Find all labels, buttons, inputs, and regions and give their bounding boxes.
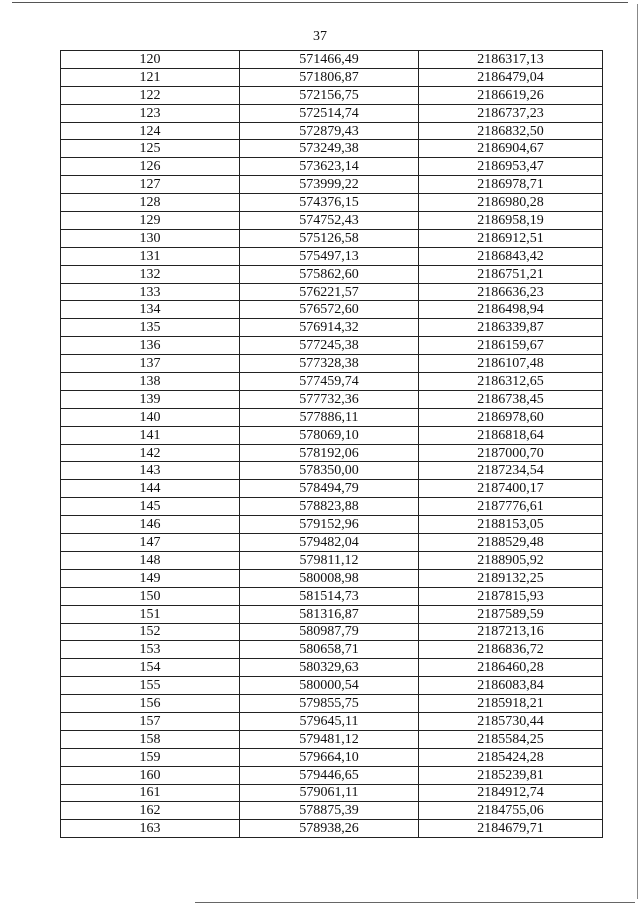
table-row bbox=[61, 390, 603, 408]
page-edge-right bbox=[637, 4, 638, 899]
table-row bbox=[61, 319, 603, 337]
table-row bbox=[61, 283, 603, 301]
x-coordinate-cell: 578875,39 bbox=[240, 802, 419, 820]
point-number-cell: 124 bbox=[61, 122, 240, 140]
point-number-cell: 137 bbox=[61, 355, 240, 373]
table-row bbox=[61, 695, 603, 713]
x-coordinate-cell: 579811,12 bbox=[240, 551, 419, 569]
y-coordinate-cell: 2186958,19 bbox=[419, 212, 603, 230]
y-coordinate-cell: 2186738,45 bbox=[419, 390, 603, 408]
y-coordinate-cell: 2186460,28 bbox=[419, 659, 603, 677]
y-coordinate-cell: 2184755,06 bbox=[419, 802, 603, 820]
x-coordinate-cell: 577886,11 bbox=[240, 408, 419, 426]
x-coordinate-cell: 572879,43 bbox=[240, 122, 419, 140]
y-coordinate-cell: 2186832,50 bbox=[419, 122, 603, 140]
point-number-cell: 123 bbox=[61, 104, 240, 122]
x-coordinate-cell: 580658,71 bbox=[240, 641, 419, 659]
x-coordinate-cell: 581316,87 bbox=[240, 605, 419, 623]
x-coordinate-cell: 579855,75 bbox=[240, 695, 419, 713]
table-row bbox=[61, 766, 603, 784]
point-number-cell: 147 bbox=[61, 534, 240, 552]
coordinates-table-body bbox=[61, 51, 603, 838]
x-coordinate-cell: 577732,36 bbox=[240, 390, 419, 408]
point-number-cell: 120 bbox=[61, 51, 240, 69]
y-coordinate-cell: 2187234,54 bbox=[419, 462, 603, 480]
table-row bbox=[61, 408, 603, 426]
y-coordinate-cell: 2187400,17 bbox=[419, 480, 603, 498]
x-coordinate-cell: 578823,88 bbox=[240, 498, 419, 516]
table-row bbox=[61, 176, 603, 194]
y-coordinate-cell: 2187213,16 bbox=[419, 623, 603, 641]
x-coordinate-cell: 577459,74 bbox=[240, 373, 419, 391]
point-number-cell: 136 bbox=[61, 337, 240, 355]
y-coordinate-cell: 2186339,87 bbox=[419, 319, 603, 337]
point-number-cell: 159 bbox=[61, 748, 240, 766]
y-coordinate-cell: 2187815,93 bbox=[419, 587, 603, 605]
x-coordinate-cell: 574752,43 bbox=[240, 212, 419, 230]
y-coordinate-cell: 2186836,72 bbox=[419, 641, 603, 659]
point-number-cell: 153 bbox=[61, 641, 240, 659]
x-coordinate-cell: 579446,65 bbox=[240, 766, 419, 784]
y-coordinate-cell: 2186978,60 bbox=[419, 408, 603, 426]
table-row bbox=[61, 462, 603, 480]
y-coordinate-cell: 2186636,23 bbox=[419, 283, 603, 301]
table-row bbox=[61, 140, 603, 158]
point-number-cell: 154 bbox=[61, 659, 240, 677]
point-number-cell: 155 bbox=[61, 677, 240, 695]
x-coordinate-cell: 576221,57 bbox=[240, 283, 419, 301]
y-coordinate-cell: 2186312,65 bbox=[419, 373, 603, 391]
point-number-cell: 121 bbox=[61, 68, 240, 86]
point-number-cell: 157 bbox=[61, 712, 240, 730]
y-coordinate-cell: 2186737,23 bbox=[419, 104, 603, 122]
point-number-cell: 128 bbox=[61, 194, 240, 212]
page-edge-bottom bbox=[195, 902, 635, 903]
point-number-cell: 135 bbox=[61, 319, 240, 337]
table-row bbox=[61, 301, 603, 319]
point-number-cell: 129 bbox=[61, 212, 240, 230]
y-coordinate-cell: 2187589,59 bbox=[419, 605, 603, 623]
y-coordinate-cell: 2185730,44 bbox=[419, 712, 603, 730]
y-coordinate-cell: 2186619,26 bbox=[419, 86, 603, 104]
x-coordinate-cell: 572156,75 bbox=[240, 86, 419, 104]
y-coordinate-cell: 2186317,13 bbox=[419, 51, 603, 69]
y-coordinate-cell: 2185584,25 bbox=[419, 730, 603, 748]
point-number-cell: 142 bbox=[61, 444, 240, 462]
table-row bbox=[61, 551, 603, 569]
point-number-cell: 138 bbox=[61, 373, 240, 391]
y-coordinate-cell: 2188905,92 bbox=[419, 551, 603, 569]
x-coordinate-cell: 573623,14 bbox=[240, 158, 419, 176]
table-row bbox=[61, 355, 603, 373]
y-coordinate-cell: 2186479,04 bbox=[419, 68, 603, 86]
table-row bbox=[61, 605, 603, 623]
point-number-cell: 122 bbox=[61, 86, 240, 104]
x-coordinate-cell: 573999,22 bbox=[240, 176, 419, 194]
point-number-cell: 161 bbox=[61, 784, 240, 802]
x-coordinate-cell: 578938,26 bbox=[240, 820, 419, 838]
x-coordinate-cell: 580987,79 bbox=[240, 623, 419, 641]
table-row bbox=[61, 677, 603, 695]
table-row bbox=[61, 426, 603, 444]
x-coordinate-cell: 579061,11 bbox=[240, 784, 419, 802]
x-coordinate-cell: 572514,74 bbox=[240, 104, 419, 122]
x-coordinate-cell: 575126,58 bbox=[240, 229, 419, 247]
y-coordinate-cell: 2186107,48 bbox=[419, 355, 603, 373]
point-number-cell: 150 bbox=[61, 587, 240, 605]
point-number-cell: 152 bbox=[61, 623, 240, 641]
point-number-cell: 144 bbox=[61, 480, 240, 498]
y-coordinate-cell: 2186083,84 bbox=[419, 677, 603, 695]
x-coordinate-cell: 579482,04 bbox=[240, 534, 419, 552]
point-number-cell: 132 bbox=[61, 265, 240, 283]
point-number-cell: 131 bbox=[61, 247, 240, 265]
point-number-cell: 141 bbox=[61, 426, 240, 444]
table-row bbox=[61, 748, 603, 766]
table-row bbox=[61, 730, 603, 748]
y-coordinate-cell: 2186978,71 bbox=[419, 176, 603, 194]
table-row bbox=[61, 820, 603, 838]
x-coordinate-cell: 580008,98 bbox=[240, 569, 419, 587]
x-coordinate-cell: 579664,10 bbox=[240, 748, 419, 766]
y-coordinate-cell: 2188153,05 bbox=[419, 516, 603, 534]
table-row bbox=[61, 158, 603, 176]
point-number-cell: 162 bbox=[61, 802, 240, 820]
table-row bbox=[61, 641, 603, 659]
point-number-cell: 127 bbox=[61, 176, 240, 194]
point-number-cell: 160 bbox=[61, 766, 240, 784]
point-number-cell: 125 bbox=[61, 140, 240, 158]
point-number-cell: 134 bbox=[61, 301, 240, 319]
table-row bbox=[61, 212, 603, 230]
x-coordinate-cell: 578069,10 bbox=[240, 426, 419, 444]
table-row bbox=[61, 498, 603, 516]
point-number-cell: 148 bbox=[61, 551, 240, 569]
x-coordinate-cell: 578494,79 bbox=[240, 480, 419, 498]
point-number-cell: 126 bbox=[61, 158, 240, 176]
table-row bbox=[61, 444, 603, 462]
table-row bbox=[61, 86, 603, 104]
table-row bbox=[61, 247, 603, 265]
x-coordinate-cell: 573249,38 bbox=[240, 140, 419, 158]
x-coordinate-cell: 575497,13 bbox=[240, 247, 419, 265]
y-coordinate-cell: 2186159,67 bbox=[419, 337, 603, 355]
page-edge-top bbox=[12, 2, 628, 3]
y-coordinate-cell: 2186498,94 bbox=[419, 301, 603, 319]
table-row bbox=[61, 802, 603, 820]
y-coordinate-cell: 2184679,71 bbox=[419, 820, 603, 838]
table-row bbox=[61, 784, 603, 802]
x-coordinate-cell: 574376,15 bbox=[240, 194, 419, 212]
y-coordinate-cell: 2186751,21 bbox=[419, 265, 603, 283]
y-coordinate-cell: 2187776,61 bbox=[419, 498, 603, 516]
y-coordinate-cell: 2186904,67 bbox=[419, 140, 603, 158]
x-coordinate-cell: 576572,60 bbox=[240, 301, 419, 319]
x-coordinate-cell: 580000,54 bbox=[240, 677, 419, 695]
table-row bbox=[61, 265, 603, 283]
table-row bbox=[61, 373, 603, 391]
x-coordinate-cell: 581514,73 bbox=[240, 587, 419, 605]
x-coordinate-cell: 577245,38 bbox=[240, 337, 419, 355]
table-row bbox=[61, 51, 603, 69]
y-coordinate-cell: 2186953,47 bbox=[419, 158, 603, 176]
x-coordinate-cell: 571466,49 bbox=[240, 51, 419, 69]
table-row bbox=[61, 68, 603, 86]
point-number-cell: 143 bbox=[61, 462, 240, 480]
y-coordinate-cell: 2184912,74 bbox=[419, 784, 603, 802]
y-coordinate-cell: 2186818,64 bbox=[419, 426, 603, 444]
table-row bbox=[61, 569, 603, 587]
point-number-cell: 140 bbox=[61, 408, 240, 426]
point-number-cell: 149 bbox=[61, 569, 240, 587]
x-coordinate-cell: 577328,38 bbox=[240, 355, 419, 373]
point-number-cell: 151 bbox=[61, 605, 240, 623]
point-number-cell: 163 bbox=[61, 820, 240, 838]
page-number: 37 bbox=[313, 29, 327, 44]
y-coordinate-cell: 2188529,48 bbox=[419, 534, 603, 552]
point-number-cell: 130 bbox=[61, 229, 240, 247]
x-coordinate-cell: 579152,96 bbox=[240, 516, 419, 534]
point-number-cell: 156 bbox=[61, 695, 240, 713]
table-row bbox=[61, 516, 603, 534]
point-number-cell: 158 bbox=[61, 730, 240, 748]
y-coordinate-cell: 2187000,70 bbox=[419, 444, 603, 462]
x-coordinate-cell: 575862,60 bbox=[240, 265, 419, 283]
point-number-cell: 145 bbox=[61, 498, 240, 516]
table-row bbox=[61, 659, 603, 677]
y-coordinate-cell: 2185918,21 bbox=[419, 695, 603, 713]
table-row bbox=[61, 712, 603, 730]
x-coordinate-cell: 578192,06 bbox=[240, 444, 419, 462]
x-coordinate-cell: 578350,00 bbox=[240, 462, 419, 480]
y-coordinate-cell: 2186843,42 bbox=[419, 247, 603, 265]
point-number-cell: 146 bbox=[61, 516, 240, 534]
table-row bbox=[61, 480, 603, 498]
y-coordinate-cell: 2186912,51 bbox=[419, 229, 603, 247]
x-coordinate-cell: 571806,87 bbox=[240, 68, 419, 86]
x-coordinate-cell: 576914,32 bbox=[240, 319, 419, 337]
y-coordinate-cell: 2185424,28 bbox=[419, 748, 603, 766]
table-row bbox=[61, 623, 603, 641]
table-row bbox=[61, 587, 603, 605]
y-coordinate-cell: 2185239,81 bbox=[419, 766, 603, 784]
table-row bbox=[61, 122, 603, 140]
x-coordinate-cell: 579481,12 bbox=[240, 730, 419, 748]
table-row bbox=[61, 229, 603, 247]
table-row bbox=[61, 337, 603, 355]
y-coordinate-cell: 2189132,25 bbox=[419, 569, 603, 587]
table-row bbox=[61, 104, 603, 122]
point-number-cell: 133 bbox=[61, 283, 240, 301]
x-coordinate-cell: 580329,63 bbox=[240, 659, 419, 677]
y-coordinate-cell: 2186980,28 bbox=[419, 194, 603, 212]
point-number-cell: 139 bbox=[61, 390, 240, 408]
x-coordinate-cell: 579645,11 bbox=[240, 712, 419, 730]
table-row bbox=[61, 194, 603, 212]
coordinates-table bbox=[60, 50, 603, 838]
table-row bbox=[61, 534, 603, 552]
